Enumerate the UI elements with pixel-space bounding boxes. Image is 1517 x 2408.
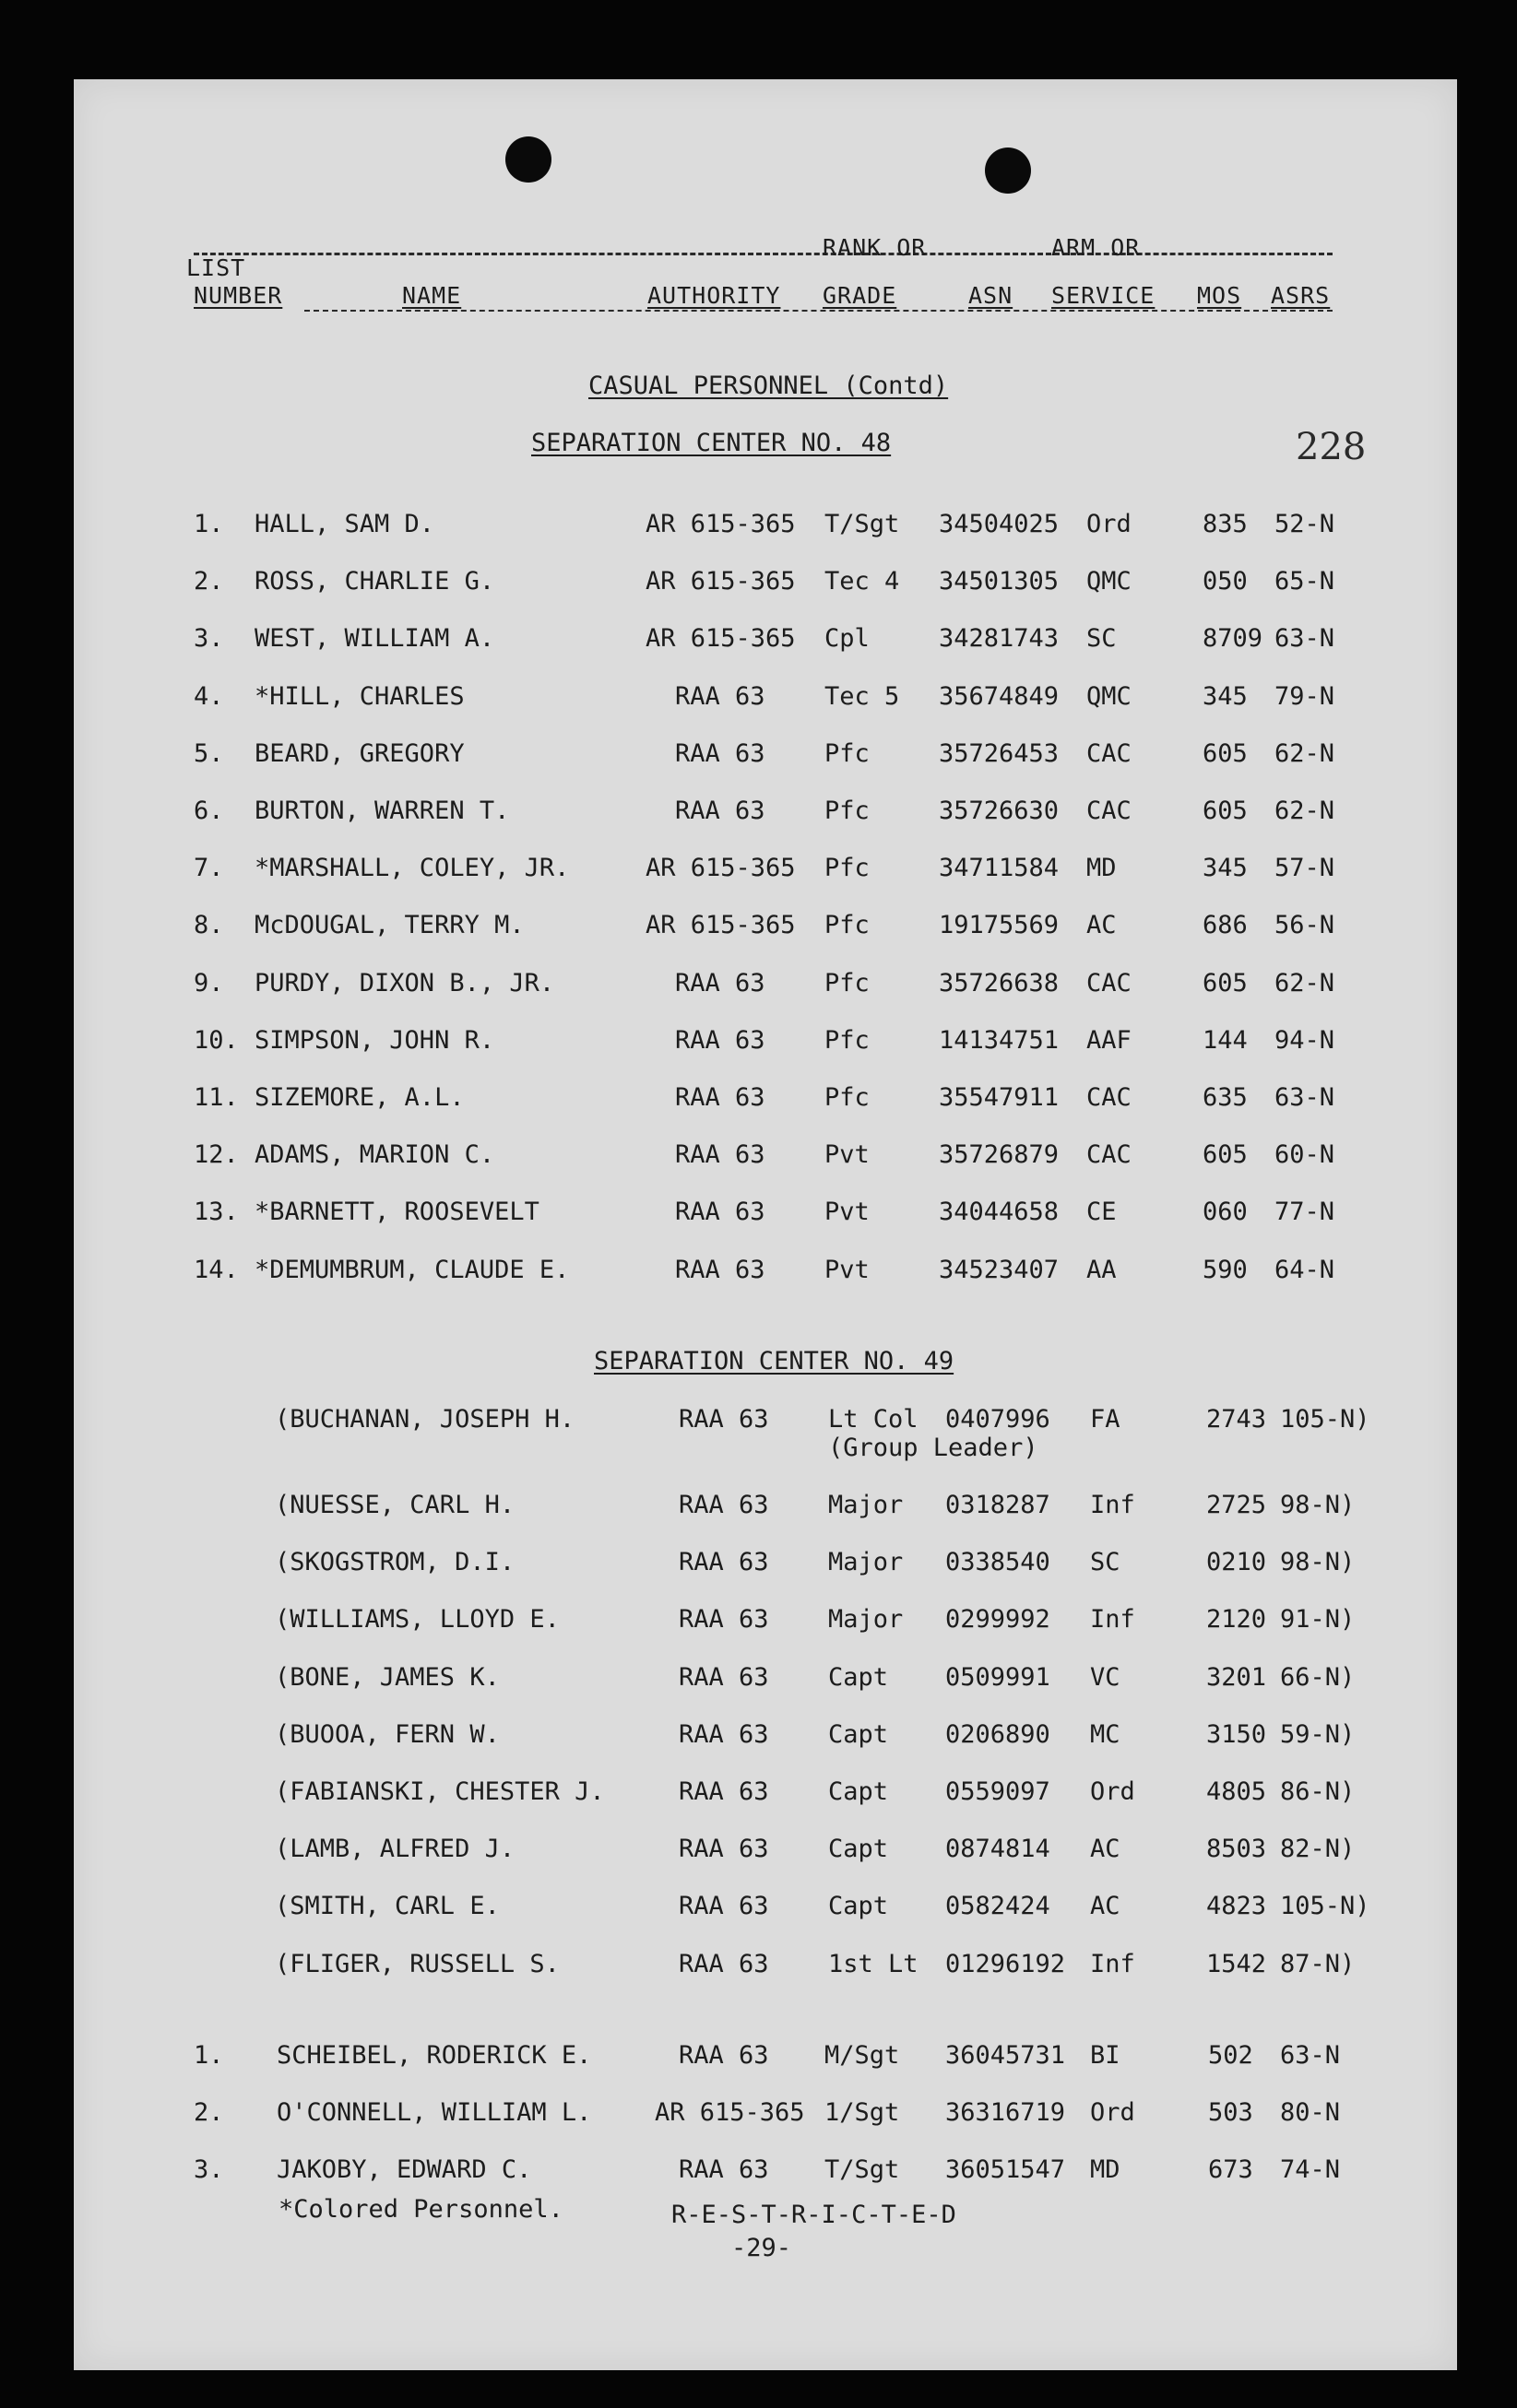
cell-mos: 635 — [1203, 1083, 1248, 1112]
table-row — [74, 797, 1457, 830]
cell-name: SCHEIBEL, RODERICK E. — [277, 2041, 592, 2070]
cell-authority: RAA 63 — [679, 1949, 769, 1978]
cell-asrs: 80-N — [1280, 2098, 1341, 2128]
cell-asn: 0407996 — [945, 1405, 1050, 1434]
cell-name: SIZEMORE, A.L. — [255, 1083, 465, 1112]
cell-arm: CAC — [1086, 968, 1132, 997]
cell-asn: 35726453 — [939, 738, 1060, 768]
cell-asn: 36045731 — [945, 2041, 1066, 2070]
cell-authority: RAA 63 — [675, 797, 765, 825]
cell-asrs: 105-N) — [1280, 1405, 1370, 1434]
cell-mos: 590 — [1203, 1255, 1248, 1284]
cell-arm: CAC — [1086, 1083, 1132, 1112]
cell-mos: 605 — [1203, 797, 1248, 825]
cell-name: BURTON, WARREN T. — [255, 797, 510, 825]
table-row — [74, 2098, 1457, 2131]
group-leader-note: (Group Leader) — [828, 1434, 1038, 1462]
cell-asn: 0299992 — [945, 1605, 1050, 1635]
cell-rank: Pvt — [824, 1198, 870, 1227]
cell-num: 4. — [194, 681, 224, 711]
cell-num: 9. — [194, 968, 224, 997]
cell-authority: RAA 63 — [675, 968, 765, 997]
punch-hole — [985, 148, 1031, 194]
cell-asrs: 63-N — [1280, 2041, 1341, 2070]
cell-asn: 34281743 — [939, 624, 1060, 654]
cell-mos: 3150 — [1206, 1719, 1267, 1749]
cell-arm: AC — [1086, 911, 1117, 940]
cell-arm: Ord — [1090, 2098, 1135, 2128]
cell-name: (BONE, JAMES K. — [275, 1662, 500, 1692]
cell-asn: 35726638 — [939, 968, 1060, 997]
header-asrs: ASRS — [1271, 282, 1331, 309]
cell-asrs: 52-N — [1274, 510, 1335, 538]
cell-asrs: 105-N) — [1280, 1892, 1370, 1921]
cell-asrs: 60-N — [1274, 1140, 1335, 1170]
cell-arm: Inf — [1090, 1605, 1135, 1635]
cell-authority: RAA 63 — [675, 681, 765, 711]
footer-page-number: -29- — [731, 2234, 792, 2262]
cell-authority: RAA 63 — [679, 2155, 769, 2185]
cell-asn: 35726630 — [939, 797, 1060, 825]
cell-arm: AAF — [1086, 1025, 1132, 1055]
cell-arm: MC — [1090, 1719, 1120, 1749]
cell-mos: 050 — [1203, 567, 1248, 596]
table-row — [74, 1835, 1457, 1868]
cell-asrs: 98-N) — [1280, 1491, 1356, 1519]
cell-num: 1. — [194, 510, 224, 538]
cell-mos: 144 — [1203, 1025, 1248, 1055]
cell-arm: CE — [1086, 1198, 1117, 1227]
cell-arm: CAC — [1086, 1140, 1132, 1170]
cell-arm: QMC — [1086, 567, 1132, 596]
header-list-number: NUMBER — [194, 282, 283, 309]
header-asn: ASN — [968, 282, 1013, 309]
cell-asn: 0338540 — [945, 1548, 1050, 1577]
footer-note: *Colored Personnel. — [279, 2195, 563, 2224]
cell-rank: Capt — [828, 1662, 889, 1692]
table-row — [74, 1256, 1457, 1289]
cell-mos: 605 — [1203, 1140, 1248, 1170]
header-authority: AUTHORITY — [647, 282, 781, 309]
cell-num: 11. — [194, 1083, 239, 1112]
cell-authority: AR 615-365 — [646, 567, 796, 596]
cell-rank: Cpl — [824, 624, 870, 654]
cell-authority: RAA 63 — [679, 2041, 769, 2070]
cell-asrs: 63-N — [1274, 1083, 1335, 1112]
cell-authority: RAA 63 — [679, 1548, 769, 1577]
cell-asrs: 62-N — [1274, 797, 1335, 825]
cell-authority: RAA 63 — [675, 1083, 765, 1112]
header-name: NAME — [402, 282, 462, 309]
cell-num: 8. — [194, 911, 224, 940]
cell-arm: CAC — [1086, 738, 1132, 768]
header-bottom-dashes — [304, 310, 1333, 312]
cell-asn: 34501305 — [939, 567, 1060, 596]
table-row — [74, 2041, 1457, 2074]
cell-name: ROSS, CHARLIE G. — [255, 567, 495, 596]
cell-asrs: 63-N — [1274, 624, 1335, 654]
cell-asn: 35726879 — [939, 1140, 1060, 1170]
cell-asn: 35547911 — [939, 1083, 1060, 1112]
table-row — [74, 911, 1457, 944]
cell-num: 1. — [194, 2041, 224, 2070]
table-row — [74, 1777, 1457, 1811]
cell-asn: 34523407 — [939, 1255, 1060, 1284]
table-row — [74, 567, 1457, 600]
table-row — [74, 1950, 1457, 1983]
table-row — [74, 854, 1457, 887]
cell-mos: 0210 — [1206, 1548, 1267, 1577]
cell-asrs: 59-N) — [1280, 1719, 1356, 1749]
cell-rank: Capt — [828, 1719, 889, 1749]
cell-name: (LAMB, ALFRED J. — [275, 1835, 516, 1864]
page-number-stamp: 228 — [1296, 426, 1367, 468]
cell-name: ADAMS, MARION C. — [255, 1140, 495, 1170]
cell-name: *BARNETT, ROOSEVELT — [255, 1198, 539, 1227]
cell-authority: AR 615-365 — [646, 624, 796, 654]
cell-name: PURDY, DIXON B., JR. — [255, 968, 555, 997]
cell-mos: 2725 — [1206, 1491, 1267, 1519]
table-row — [74, 1405, 1457, 1438]
cell-authority: RAA 63 — [679, 1719, 769, 1749]
cell-mos: 3201 — [1206, 1662, 1267, 1692]
cell-mos: 8503 — [1206, 1835, 1267, 1864]
table-row — [74, 1083, 1457, 1116]
cell-authority: RAA 63 — [675, 1025, 765, 1055]
cell-mos: 345 — [1203, 681, 1248, 711]
cell-asrs: 79-N — [1274, 681, 1335, 711]
cell-rank: Capt — [828, 1777, 889, 1806]
cell-asrs: 82-N) — [1280, 1835, 1356, 1864]
cell-asn: 19175569 — [939, 911, 1060, 940]
cell-arm: MD — [1090, 2155, 1120, 2185]
table-row — [74, 1491, 1457, 1524]
table-row — [74, 1140, 1457, 1174]
cell-num: 10. — [194, 1025, 239, 1055]
cell-rank: Pfc — [824, 1083, 870, 1112]
cell-asrs: 65-N — [1274, 567, 1335, 596]
cell-asn: 36051547 — [945, 2155, 1066, 2185]
cell-name: (SMITH, CARL E. — [275, 1892, 500, 1921]
cell-num: 2. — [194, 2098, 224, 2128]
cell-asrs: 86-N) — [1280, 1777, 1356, 1806]
cell-num: 6. — [194, 797, 224, 825]
cell-asn: 0874814 — [945, 1835, 1050, 1864]
cell-arm: SC — [1090, 1548, 1120, 1577]
header-dashed-rule — [194, 253, 1333, 255]
cell-arm: Inf — [1090, 1491, 1135, 1519]
cell-rank: Pfc — [824, 854, 870, 883]
cell-asrs: 57-N — [1274, 854, 1335, 883]
cell-name: WEST, WILLIAM A. — [255, 624, 495, 654]
cell-authority: RAA 63 — [679, 1491, 769, 1519]
cell-name: JAKOBY, EDWARD C. — [277, 2155, 532, 2185]
cell-rank: Pvt — [824, 1140, 870, 1170]
cell-mos: 673 — [1208, 2155, 1253, 2185]
cell-rank: 1st Lt — [828, 1949, 918, 1978]
cell-arm: Ord — [1086, 510, 1132, 538]
cell-rank: M/Sgt — [824, 2041, 900, 2070]
cell-name: (SKOGSTROM, D.I. — [275, 1548, 516, 1577]
header-rank-top: RANK OR — [823, 234, 927, 261]
cell-authority: RAA 63 — [679, 1892, 769, 1921]
cell-name: *HILL, CHARLES — [255, 681, 465, 711]
cell-mos: 503 — [1208, 2098, 1253, 2128]
cell-asrs: 64-N — [1274, 1255, 1335, 1284]
cell-authority: RAA 63 — [679, 1405, 769, 1434]
cell-name: O'CONNELL, WILLIAM L. — [277, 2098, 592, 2128]
cell-name: (FLIGER, RUSSELL S. — [275, 1949, 560, 1978]
cell-asn: 34044658 — [939, 1198, 1060, 1227]
header-service: SERVICE — [1051, 282, 1156, 309]
cell-asn: 01296192 — [945, 1949, 1066, 1978]
cell-mos: 605 — [1203, 738, 1248, 768]
cell-arm: BI — [1090, 2041, 1120, 2070]
cell-arm: AC — [1090, 1835, 1120, 1864]
cell-name: (BUCHANAN, JOSEPH H. — [275, 1405, 575, 1434]
cell-num: 13. — [194, 1198, 239, 1227]
cell-asn: 34711584 — [939, 854, 1060, 883]
cell-rank: 1/Sgt — [824, 2098, 900, 2128]
cell-name: *DEMUMBRUM, CLAUDE E. — [255, 1255, 570, 1284]
cell-num: 5. — [194, 738, 224, 768]
cell-arm: MD — [1086, 854, 1117, 883]
cell-asrs: 87-N) — [1280, 1949, 1356, 1978]
cell-arm: Inf — [1090, 1949, 1135, 1978]
cell-asrs: 62-N — [1274, 968, 1335, 997]
cell-num: 3. — [194, 2155, 224, 2185]
cell-authority: AR 615-365 — [655, 2098, 805, 2128]
cell-mos: 2743 — [1206, 1405, 1267, 1434]
cell-rank: Pfc — [824, 797, 870, 825]
cell-asn: 0509991 — [945, 1662, 1050, 1692]
classification-marking: R-E-S-T-R-I-C-T-E-D — [671, 2201, 956, 2229]
table-row — [74, 1663, 1457, 1696]
cell-rank: Pvt — [824, 1255, 870, 1284]
cell-asrs: 91-N) — [1280, 1605, 1356, 1635]
cell-authority: RAA 63 — [679, 1662, 769, 1692]
table-row — [74, 1548, 1457, 1581]
cell-asn: 36316719 — [945, 2098, 1066, 2128]
cell-authority: RAA 63 — [679, 1777, 769, 1806]
table-row — [74, 682, 1457, 715]
separation-center-48-title: SEPARATION CENTER NO. 48 — [531, 429, 892, 457]
cell-name: McDOUGAL, TERRY M. — [255, 911, 525, 940]
cell-arm: Ord — [1090, 1777, 1135, 1806]
cell-asn: 0582424 — [945, 1892, 1050, 1921]
punch-hole — [505, 136, 551, 183]
table-row — [74, 1026, 1457, 1059]
section-title: CASUAL PERSONNEL (Contd) — [588, 372, 949, 400]
cell-mos: 8709 — [1203, 624, 1263, 654]
cell-asrs: 62-N — [1274, 738, 1335, 768]
cell-mos: 835 — [1203, 510, 1248, 538]
cell-mos: 4823 — [1206, 1892, 1267, 1921]
cell-arm: VC — [1090, 1662, 1120, 1692]
cell-rank: T/Sgt — [824, 2155, 900, 2185]
cell-asn: 34504025 — [939, 510, 1060, 538]
document-page — [74, 79, 1457, 2370]
cell-mos: 345 — [1203, 854, 1248, 883]
cell-asrs: 74-N — [1280, 2155, 1341, 2185]
cell-rank: Pfc — [824, 738, 870, 768]
table-row — [74, 1892, 1457, 1925]
cell-rank: Tec 4 — [824, 567, 900, 596]
cell-rank: Lt Col — [828, 1405, 918, 1434]
cell-rank: Pfc — [824, 911, 870, 940]
cell-authority: AR 615-365 — [646, 911, 796, 940]
cell-mos: 060 — [1203, 1198, 1248, 1227]
cell-mos: 1542 — [1206, 1949, 1267, 1978]
table-row — [74, 1198, 1457, 1231]
table-row — [74, 624, 1457, 657]
cell-authority: AR 615-365 — [646, 510, 796, 538]
cell-name: (FABIANSKI, CHESTER J. — [275, 1777, 605, 1806]
cell-arm: FA — [1090, 1405, 1120, 1434]
cell-asn: 0318287 — [945, 1491, 1050, 1519]
cell-num: 3. — [194, 624, 224, 654]
table-row — [74, 2155, 1457, 2189]
cell-arm: AA — [1086, 1255, 1117, 1284]
cell-name: BEARD, GREGORY — [255, 738, 465, 768]
cell-asrs: 56-N — [1274, 911, 1335, 940]
cell-authority: RAA 63 — [675, 1140, 765, 1170]
cell-arm: SC — [1086, 624, 1117, 654]
cell-name: SIMPSON, JOHN R. — [255, 1025, 495, 1055]
cell-rank: Capt — [828, 1835, 889, 1864]
cell-num: 2. — [194, 567, 224, 596]
cell-arm: QMC — [1086, 681, 1132, 711]
cell-name: (WILLIAMS, LLOYD E. — [275, 1605, 560, 1635]
table-row — [74, 510, 1457, 543]
cell-asn: 0206890 — [945, 1719, 1050, 1749]
cell-mos: 4805 — [1206, 1777, 1267, 1806]
cell-rank: Pfc — [824, 968, 870, 997]
cell-asrs: 98-N) — [1280, 1548, 1356, 1577]
cell-name: (BUOOA, FERN W. — [275, 1719, 500, 1749]
cell-authority: AR 615-365 — [646, 854, 796, 883]
cell-name: *MARSHALL, COLEY, JR. — [255, 854, 570, 883]
cell-num: 14. — [194, 1255, 239, 1284]
cell-rank: Major — [828, 1548, 904, 1577]
cell-rank: T/Sgt — [824, 510, 900, 538]
cell-authority: RAA 63 — [675, 738, 765, 768]
cell-asrs: 66-N) — [1280, 1662, 1356, 1692]
header-list-number-top: LIST — [186, 254, 246, 281]
separation-center-49-title: SEPARATION CENTER NO. 49 — [594, 1347, 954, 1375]
cell-authority: RAA 63 — [675, 1198, 765, 1227]
cell-rank: Major — [828, 1491, 904, 1519]
table-row — [74, 1720, 1457, 1753]
cell-rank: Major — [828, 1605, 904, 1635]
cell-mos: 686 — [1203, 911, 1248, 940]
header-grade: GRADE — [823, 282, 897, 309]
cell-authority: RAA 63 — [679, 1605, 769, 1635]
table-row — [74, 739, 1457, 773]
cell-num: 7. — [194, 854, 224, 883]
cell-asrs: 77-N — [1274, 1198, 1335, 1227]
cell-name: HALL, SAM D. — [255, 510, 435, 538]
cell-num: 12. — [194, 1140, 239, 1170]
cell-name: (NUESSE, CARL H. — [275, 1491, 516, 1519]
cell-authority: RAA 63 — [679, 1835, 769, 1864]
cell-authority: RAA 63 — [675, 1255, 765, 1284]
header-mos: MOS — [1197, 282, 1242, 309]
table-row — [74, 969, 1457, 1002]
cell-asn: 35674849 — [939, 681, 1060, 711]
table-row — [74, 1605, 1457, 1638]
cell-asrs: 94-N — [1274, 1025, 1335, 1055]
cell-rank: Capt — [828, 1892, 889, 1921]
cell-arm: CAC — [1086, 797, 1132, 825]
cell-mos: 2120 — [1206, 1605, 1267, 1635]
cell-mos: 502 — [1208, 2041, 1253, 2070]
cell-rank: Pfc — [824, 1025, 870, 1055]
cell-arm: AC — [1090, 1892, 1120, 1921]
cell-mos: 605 — [1203, 968, 1248, 997]
cell-asn: 14134751 — [939, 1025, 1060, 1055]
header-arm-top: ARM OR — [1051, 234, 1141, 261]
cell-asn: 0559097 — [945, 1777, 1050, 1806]
cell-rank: Tec 5 — [824, 681, 900, 711]
